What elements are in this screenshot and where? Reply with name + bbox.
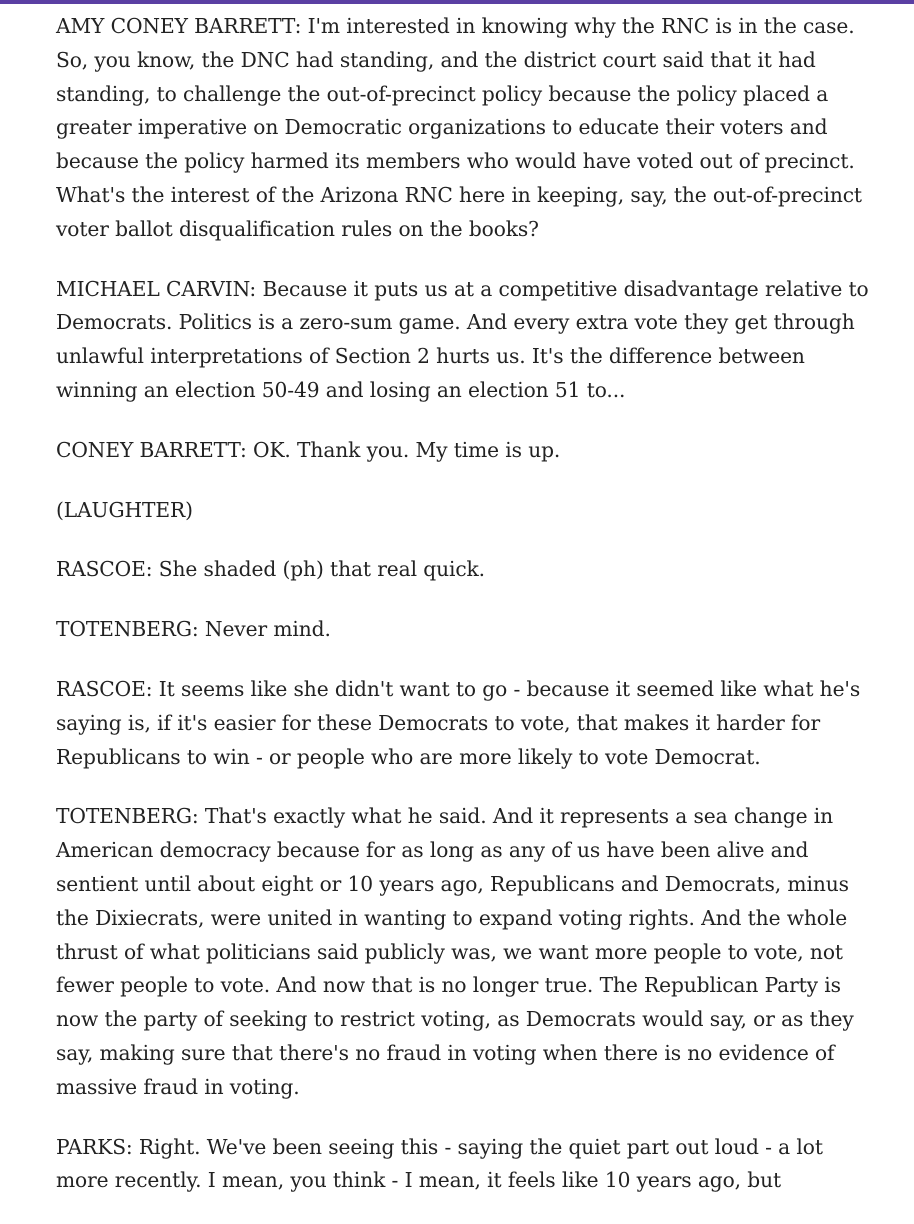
transcript-paragraph: RASCOE: She shaded (ph) that real quick. bbox=[56, 557, 485, 582]
transcript-body bbox=[56, 10, 876, 1224]
transcript-paragraph: RASCOE: It seems like she didn't want to go - because it seemed like what he's saying is, if it's easier for these Democrats to vote, that makes it harder for Republicans to win - or people who are more likely to vote Democrat. bbox=[56, 676, 861, 769]
top-accent-bar bbox=[0, 0, 914, 4]
transcript-paragraph: PARKS: Right. We've been seeing this - saying the quiet part out loud - a lot more recently. I mean, you think - I mean, it feels like 10 years ago, but bbox=[56, 1134, 823, 1193]
transcript-paragraph: AMY CONEY BARRETT: I'm interested in knowing why the RNC is in the case. So, you know, the DNC had standing, and the district court said that it had standing, to challenge the out-of-precinct policy because the policy placed a greater imperative on Democratic organizations to educate their voters and because the policy harmed its members who would have voted out of precinct. What's the interest of the Arizona RNC here in keeping, say, the out-of-precinct voter ballot disqualification rules on the books? bbox=[56, 14, 862, 241]
transcript-paragraph: TOTENBERG: That's exactly what he said. And it represents a sea change in American democracy because for as long as any of us have been alive and sentient until about eight or 10 years ago, Republicans and Democrats, minus the Dixiecrats, were united in wanting to expand voting rights. And the whole thrust of what politicians said publicly was, we want more people to vote, not fewer people to vote. And now that is no longer true. The Republican Party is now the party of seeking to restrict voting, as Democrats would say, or as they say, making sure that there's no fraud in voting when there is no evidence of massive fraud in voting. bbox=[56, 804, 854, 1099]
transcript-paragraph: MICHAEL CARVIN: Because it puts us at a competitive disadvantage relative to Democrats. Politics is a zero-sum game. And every extra vote they get through unlawful interpretations of Section 2 hurts us. It's the difference between winning an election 50-49 and losing an election 51 to... bbox=[56, 276, 869, 402]
transcript-paragraph: TOTENBERG: Never mind. bbox=[56, 617, 331, 642]
transcript-paragraph: (LAUGHTER) bbox=[56, 497, 193, 522]
transcript-paragraph: CONEY BARRETT: OK. Thank you. My time is up. bbox=[56, 437, 561, 462]
